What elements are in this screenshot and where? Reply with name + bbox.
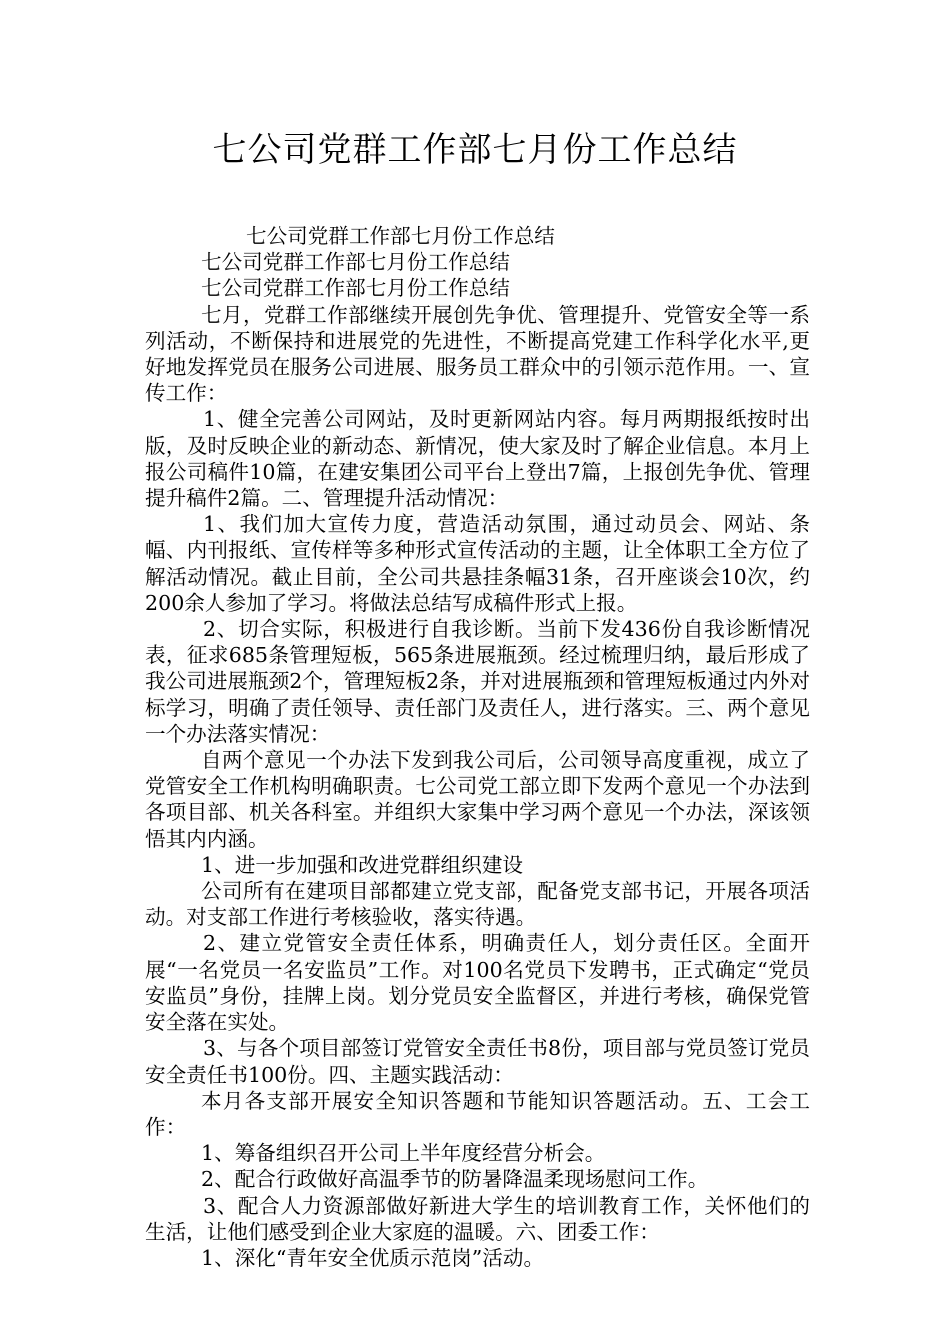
subtitle-line: 七公司党群工作部七月份工作总结 bbox=[246, 224, 555, 248]
body-paragraph: 1、我们加大宣传力度，营造活动氛围，通过动员会、网站、条幅、内刊报纸、宣传样等多种形式宣传活动的主题，让全体职工全方位了解活动情况。截止目前，全公司共悬挂条幅31条，召开座谈会10次，约200余人参加了学习。将做法总结写成稿件形式上报。 bbox=[145, 512, 810, 615]
body-paragraph: 3、配合人力资源部做好新进大学生的培训教育工作，关怀他们的生活，让他们感受到企业大家庭的温暖。六、团委工作： bbox=[145, 1193, 810, 1244]
body-paragraph: 本月各支部开展安全知识答题和节能知识答题活动。五、工会工作： bbox=[145, 1088, 810, 1139]
body-paragraph: 七月，党群工作部继续开展创先争优、管理提升、党管安全等一系列活动，不断保持和进展党的先进性，不断提高党建工作科学化水平,更好地发挥党员在服务公司进展、服务员工群众中的引领示范作用。一、宣传工作： bbox=[145, 302, 810, 406]
body-paragraph: 1、健全完善公司网站，及时更新网站内容。每月两期报纸按时出版，及时反映企业的新动态、新情况，使大家及时了解企业信息。本月上报公司稿件10篇，在建安集团公司平台上登出7篇，上报创先争优、管理提升稿件2篇。二、管理提升活动情况： bbox=[145, 407, 810, 511]
body-paragraph: 2、建立党管安全责任体系，明确责任人，划分责任区。全面开展“一名党员一名安监员”工作。对100名党员下发聘书，正式确定“党员安监员”身份，挂牌上岗。划分党员安全监督区，并进行考核，确保党管安全落在实处。 bbox=[145, 931, 810, 1035]
subtitle-line: 七公司党群工作部七月份工作总结 bbox=[201, 276, 510, 301]
body-paragraph: 3、与各个项目部签订党管安全责任书8份，项目部与党员签订党员安全责任书100份。四、主题实践活动： bbox=[145, 1036, 810, 1087]
body-paragraph: 2、配合行政做好高温季节的防暑降温柔现场慰问工作。 bbox=[201, 1167, 709, 1192]
section-heading: 1、进一步加强和改进党群组织建设 bbox=[201, 852, 524, 877]
body-paragraph: 1、深化“青年安全优质示范岗”活动。 bbox=[201, 1245, 545, 1270]
subtitle-line: 七公司党群工作部七月份工作总结 bbox=[201, 250, 510, 275]
body-paragraph: 公司所有在建项目部都建立党支部，配备党支部书记，开展各项活动。对支部工作进行考核验收，落实待遇。 bbox=[145, 879, 810, 930]
body-paragraph: 2、切合实际，积极进行自我诊断。当前下发436份自我诊断情况表，征求685条管理短板，565条进展瓶颈。经过梳理归纳，最后形成了我公司进展瓶颈2个，管理短板2条，并对进展瓶颈和管理短板通过内外对标学习，明确了责任领导、责任部门及责任人，进行落实。三、两个意见一个办法落实情况： bbox=[145, 617, 810, 746]
body-paragraph: 自两个意见一个办法下发到我公司后，公司领导高度重视，成立了党管安全工作机构明确职责。七公司党工部立即下发两个意见一个办法到各项目部、机关各科室。并组织大家集中学习两个意见一个办法，深该领悟其内内涵。 bbox=[145, 748, 810, 851]
body-paragraph: 1、筹备组织召开公司上半年度经营分析会。 bbox=[201, 1141, 606, 1166]
document-title: 七公司党群工作部七月份工作总结 bbox=[212, 130, 738, 170]
document-body bbox=[145, 223, 810, 1271]
